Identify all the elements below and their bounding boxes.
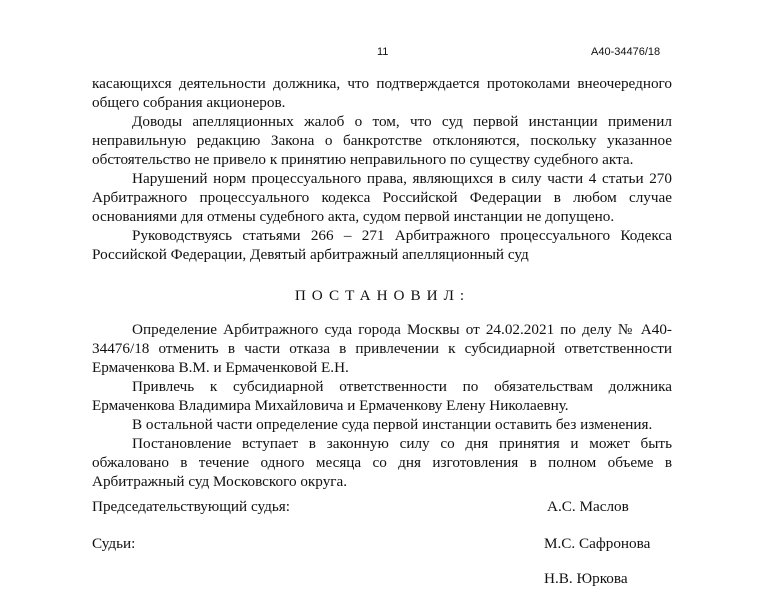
- body-paragraph: Доводы апелляционных жалоб о том, что суд первой инстанции применил неправильную редакцию Закона о банкротстве отклоняются, поскольку указанное обстоятельство не привело к принятию неправильного по существу судебного акта.: [92, 113, 672, 168]
- judge-name: М.С. Сафронова: [544, 535, 651, 552]
- judge-name: Н.В. Юркова: [544, 570, 628, 587]
- presiding-judge-row: [92, 498, 672, 518]
- decision-paragraph: Постановление вступает в законную силу со дня принятия и может быть обжаловано в течение одного месяца со дня изготовления в полном объеме в Арбитражный суд Московского округа.: [92, 435, 672, 490]
- body-paragraph: Нарушений норм процессуального права, являющихся в силу части 4 статьи 270 Арбитражного процессуального кодекса Российской Федерации в любом случае основаниями для отмены судебного акта, судом первой инстанции не допущено.: [92, 170, 672, 225]
- decision-body: [92, 320, 672, 491]
- presiding-judge-name: А.С. Маслов: [547, 498, 629, 515]
- document-body: [92, 74, 672, 264]
- decision-paragraph: Привлечь к субсидиарной ответственности по обязательствам должника Ермаченкова Владимира Михайловича и Ермаченкову Елену Николаевну.: [92, 378, 672, 414]
- judges-label: Судьи:: [92, 535, 136, 552]
- body-paragraph: касающихся деятельности должника, что подтверждается протоколами внеочередного общего собрания акционеров.: [92, 75, 672, 111]
- decision-paragraph: В остальной части определение суда первой инстанции оставить без изменения.: [132, 416, 653, 433]
- page-number: 11: [377, 46, 389, 58]
- body-paragraph: Руководствуясь статьями 266 – 271 Арбитражного процессуального Кодекса Российской Федерации, Девятый арбитражный апелляционный суд: [92, 227, 672, 263]
- case-number: А40-34476/18: [591, 46, 661, 58]
- judge-row-2: [92, 570, 672, 590]
- decision-title: ПОСТАНОВИЛ:: [294, 287, 471, 304]
- decision-paragraph: Определение Арбитражного суда города Москвы от 24.02.2021 по делу № А40-34476/18 отменить в части отказа в привлечении к субсидиарной ответственности Ермаченкова В.М. и Ермаченковой Е.Н.: [92, 321, 672, 376]
- judges-row: [92, 535, 672, 555]
- presiding-judge-label: Председательствующий судья:: [92, 498, 291, 515]
- page-header: [0, 44, 765, 62]
